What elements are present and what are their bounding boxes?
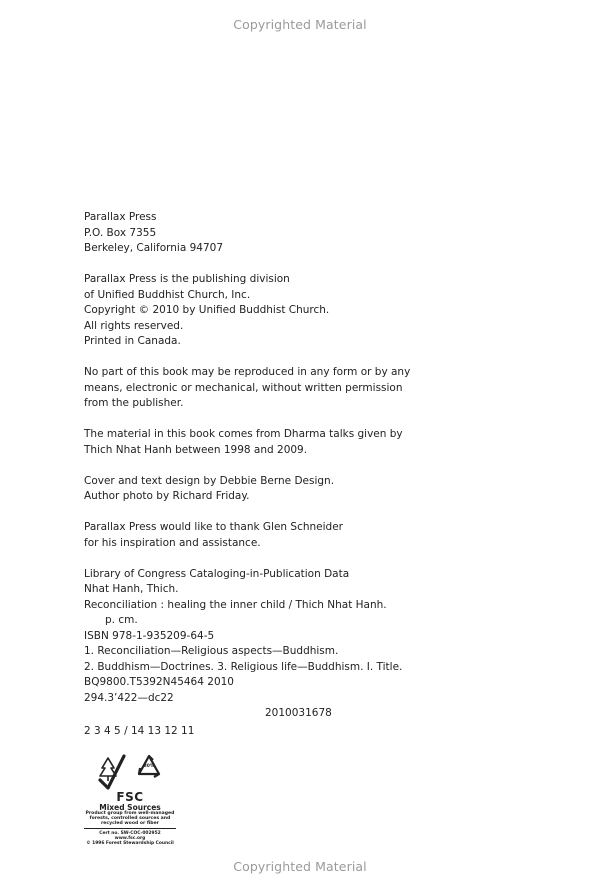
copyright-page-content bbox=[84, 210, 524, 739]
cip-isbn: ISBN 978-1-935209-64-5 bbox=[84, 629, 215, 642]
copyright-watermark-top: Copyrighted Material bbox=[233, 17, 367, 32]
source-line-1: The material in this book comes from Dharma talks given by bbox=[84, 428, 403, 440]
fsc-cert-number: Cert no. SW-COC-002952 bbox=[99, 831, 161, 836]
photo-credit-line: Author photo by Richard Friday. bbox=[84, 490, 250, 502]
cip-lc-classification: BQ9800.T5392N45464 2010 bbox=[84, 676, 234, 688]
copyright-line: Copyright © 2010 by Unified Buddhist Church. bbox=[84, 304, 330, 316]
cip-pages: p. cm. bbox=[105, 614, 138, 626]
design-credits bbox=[84, 474, 524, 505]
design-credit-line: Cover and text design by Debbie Berne Design. bbox=[84, 474, 335, 487]
cip-data bbox=[84, 567, 524, 722]
publisher-city: Berkeley, California 94707 bbox=[84, 242, 224, 254]
fsc-mixed-sources: Mixed Sources bbox=[99, 803, 161, 812]
fsc-logo bbox=[84, 750, 180, 852]
fsc-divider bbox=[84, 828, 176, 829]
rights-line-1: No part of this book may be reproduced in any form or by any bbox=[84, 366, 411, 378]
cip-subjects-1: 1. Reconciliation—Religious aspects—Buddhism. bbox=[84, 645, 339, 657]
cip-title: Reconciliation : healing the inner child / Thich Nhat Hanh. bbox=[84, 598, 387, 611]
fsc-meta bbox=[84, 831, 176, 847]
thanks-line-2: for his inspiration and assistance. bbox=[84, 536, 261, 549]
cip-heading: Library of Congress Cataloging-in-Publication Data bbox=[84, 567, 350, 580]
rights-line-3: from the publisher. bbox=[84, 397, 184, 409]
copyright-notice bbox=[84, 272, 524, 350]
fsc-description-line: Product group from well-managed bbox=[85, 811, 175, 816]
cip-author: Nhat Hanh, Thich. bbox=[84, 583, 179, 595]
source-notice bbox=[84, 427, 524, 458]
division-line-2: of Unified Buddhist Church, Inc. bbox=[84, 288, 251, 301]
recycled-percent-label: 80% bbox=[143, 764, 155, 769]
fsc-description bbox=[84, 811, 176, 826]
publisher-address bbox=[84, 210, 524, 257]
cip-dewey: 294.3’422—dc22 bbox=[84, 691, 174, 704]
cip-subjects-2: 2. Buddhism—Doctrines. 3. Religious life—Buddhism. I. Title. bbox=[84, 660, 403, 673]
printing-line bbox=[84, 724, 524, 740]
printed-in-line: Printed in Canada. bbox=[84, 335, 181, 347]
source-line-2: Thich Nhat Hanh between 1998 and 2009. bbox=[84, 443, 308, 456]
rights-line-2: means, electronic or mechanical, without written permission bbox=[84, 381, 403, 394]
cip-lccn: 2010031678 bbox=[265, 707, 332, 719]
rights-reserved-line: All rights reserved. bbox=[84, 319, 184, 332]
publisher-name: Parallax Press bbox=[84, 211, 157, 223]
copyright-watermark-bottom: Copyrighted Material bbox=[233, 859, 367, 874]
printing-numbers: 2 3 4 5 / 14 13 12 11 bbox=[84, 724, 195, 737]
acknowledgement bbox=[84, 520, 524, 551]
fsc-description-line: forests, controlled sources and bbox=[89, 816, 171, 821]
fsc-description-line: recycled wood or fiber bbox=[101, 821, 159, 826]
fsc-copyright: © 1996 Forest Stewardship Council bbox=[86, 841, 174, 847]
publisher-po-box: P.O. Box 7355 bbox=[84, 226, 157, 239]
fsc-url: www.fsc.org bbox=[114, 836, 146, 842]
thanks-line-1: Parallax Press would like to thank Glen Schneider bbox=[84, 521, 343, 533]
division-line-1: Parallax Press is the publishing division bbox=[84, 273, 290, 285]
reproduction-notice bbox=[84, 365, 524, 412]
fsc-brand: FSC bbox=[116, 790, 144, 804]
